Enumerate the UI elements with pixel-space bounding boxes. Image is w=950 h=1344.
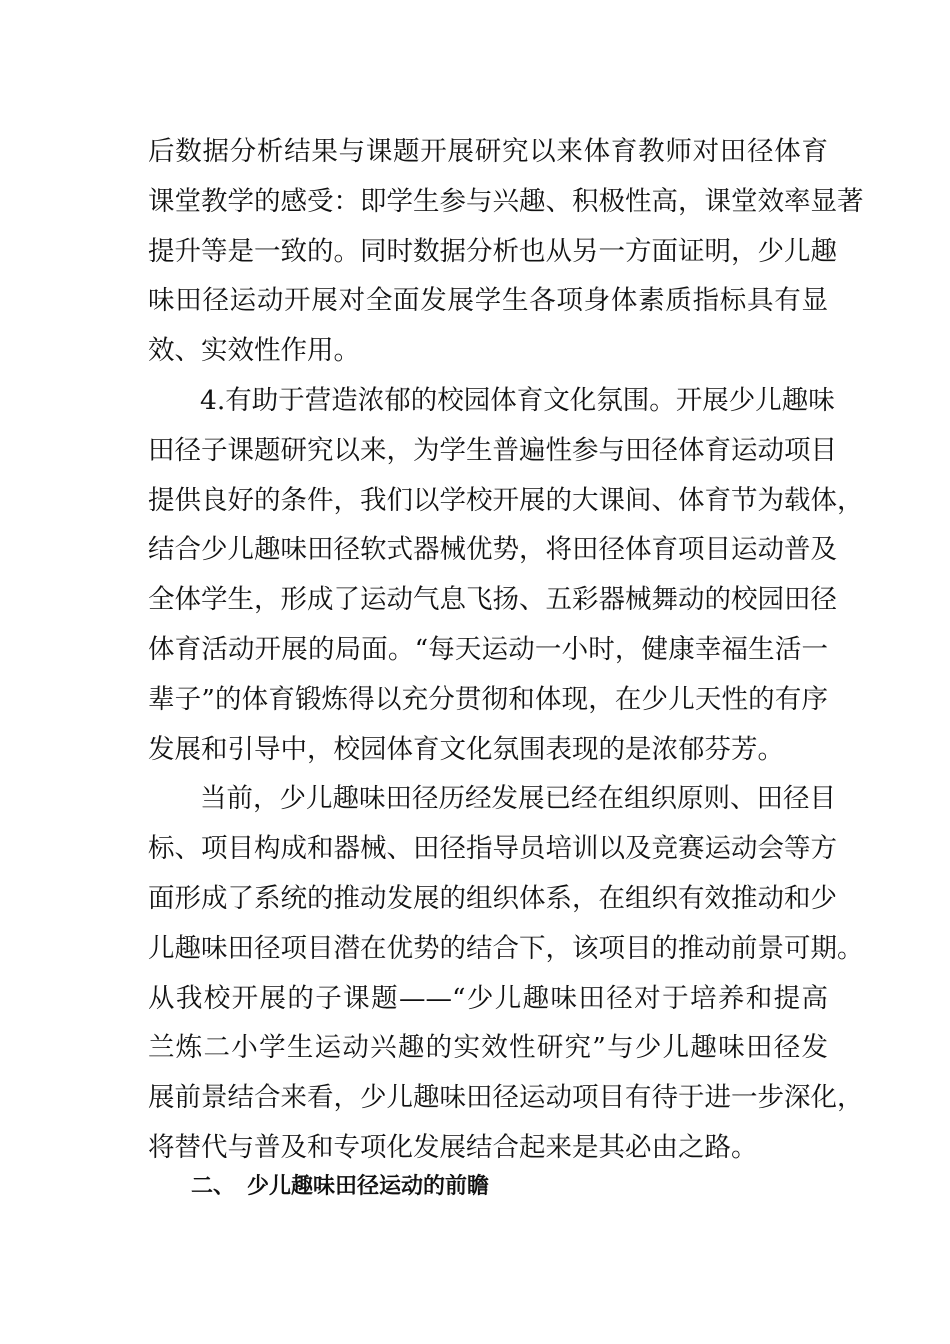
paragraph-3-line-3: 面形成了系统的推动发展的组织体系，在组织有效推动和少	[148, 882, 837, 914]
paragraph-3-line-2: 标、项目构成和器械、田径指导员培训以及竞赛运动会等方	[148, 833, 837, 865]
paragraph-1-line-3: 提升等是一致的。同时数据分析也从另一方面证明，少儿趣	[148, 235, 837, 267]
section-heading	[191, 1166, 489, 1206]
paragraph-3-line-6: 兰炼二小学生运动兴趣的实效性研究”与少儿趣味田径发	[148, 1032, 828, 1064]
paragraph-2-line-5: 全体学生，形成了运动气息飞扬、五彩器械舞动的校园田径	[148, 584, 837, 616]
paragraph-2-line-8: 发展和引导中，校园体育文化氛围表现的是浓郁芬芳。	[148, 733, 784, 765]
paragraph-3-line-5: 从我校开展的子课题——“少儿趣味田径对于培养和提高	[148, 982, 828, 1014]
document-body	[148, 127, 864, 1173]
paragraph-2-line-7: 辈子”的体育锻炼得以充分贯彻和体现，在少儿天性的有序	[148, 683, 828, 715]
paragraph-2-line-1: 4.有助于营造浓郁的校园体育文化氛围。开展少儿趣味	[200, 384, 835, 416]
paragraph-3-line-8: 将替代与普及和专项化发展结合起来是其必由之路。	[148, 1131, 758, 1163]
paragraph-3-line-4: 儿趣味田径项目潜在优势的结合下，该项目的推动前景可期。	[148, 932, 864, 964]
paragraph-1-line-4: 味田径运动开展对全面发展学生各项身体素质指标具有显	[148, 285, 828, 317]
paragraph-3-line-7: 展前景结合来看，少儿趣味田径运动项目有待于进一步深化，	[148, 1082, 864, 1114]
section-title: 少儿趣味田径运动的前瞻	[247, 1173, 490, 1199]
paragraph-2-line-3: 提供良好的条件，我们以学校开展的大课间、体育节为载体，	[148, 484, 864, 516]
paragraph-2-line-4: 结合少儿趣味田径软式器械优势，将田径体育项目运动普及	[148, 534, 837, 566]
paragraph-2-line-2: 田径子课题研究以来，为学生普遍性参与田径体育运动项目	[148, 434, 837, 466]
paragraph-1-line-1: 后数据分析结果与课题开展研究以来体育教师对田径体育	[148, 136, 828, 167]
paragraph-2-line-6: 体育活动开展的局面。“每天运动一小时，健康幸福生活一	[148, 633, 828, 665]
paragraph-3-line-1: 当前，少儿趣味田径历经发展已经在组织原则、田径目	[200, 783, 836, 815]
section-number: 二、	[191, 1173, 236, 1199]
paragraph-1-line-2: 课堂教学的感受：即学生参与兴趣、积极性高，课堂效率显著	[148, 185, 864, 217]
paragraph-1-line-5: 效、实效性作用。	[148, 335, 360, 367]
